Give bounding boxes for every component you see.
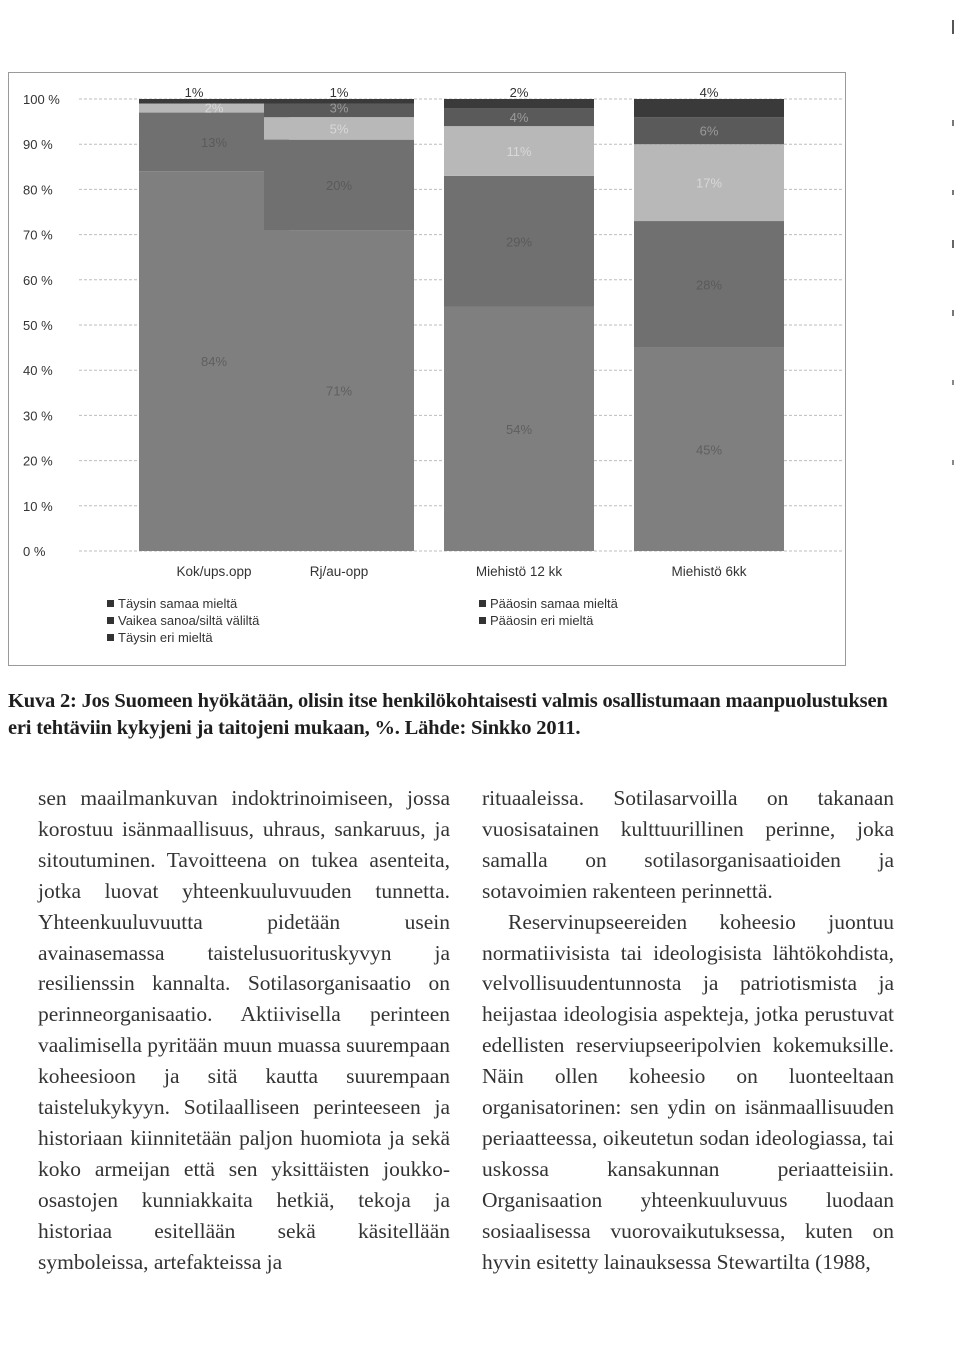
legend-swatch <box>479 617 486 624</box>
paragraph: sen maailmankuvan indoktrinoimiseen, jossa korostuu isänmaallisuus, uhraus, sankaruus, ja sitoutuminen. Tavoitteena on tukea asenteita, jotka luovat yhteenkuuluvuuden tunnetta. Yhteenkuuluvuutta pidetään usein avainasemassa taistelusuorituskyvyn ja resilienssin kannalta. Sotilasorganisaatio on perinneorganisaatio. Aktiivisella perinteen vaalimisella pyritään muun muassa suurempaan koheesioon ja sitä kautta suurempaan taistelukykyyn. Sotilaalliseen perinteeseen ja historiaan kiinnitetään paljon huomiota ja sekä koko armeijan että sen yksittäisten joukko-osastojen kunniakkaita hetkiä, tekoja ja historiaa esitellään sekä käsitellään symboleissa, artefakteissa ja <box>38 786 450 1274</box>
stacked-bar-chart <box>8 72 846 666</box>
y-tick-label: 90 % <box>23 137 53 153</box>
bar-segment <box>634 99 784 117</box>
data-label: 1% <box>184 85 204 100</box>
x-tick-label: Miehistö 6kk <box>671 564 747 579</box>
data-label: 4% <box>699 85 719 100</box>
data-label: 17% <box>695 175 723 191</box>
figure-caption: Kuva 2: Jos Suomeen hyökätään, olisin itse henkilökohtaisesti valmis osallistumaan maanpuolustuksen eri tehtäviin kykyjeni ja taitojeni mukaan, %. Lähde: Sinkko 2011. <box>8 690 888 739</box>
legend-swatch <box>479 600 486 607</box>
y-tick-label: 70 % <box>23 227 53 243</box>
data-label: 11% <box>506 143 532 159</box>
y-tick-label: 100 % <box>23 92 60 107</box>
data-label: 84% <box>200 354 228 370</box>
data-label: 54% <box>505 421 533 437</box>
y-tick-label: 10 % <box>23 498 53 514</box>
data-label: 6% <box>699 123 719 139</box>
legend-swatch <box>107 634 114 641</box>
data-label: 4% <box>509 110 529 126</box>
data-label: 28% <box>695 277 723 293</box>
paragraph: rituaaleissa. Sotilasarvoilla on takanaan vuosisatainen kulttuurillinen perinne, joka samalla on sotilasorganisaatioiden ja sotavoimien rakenteen perinnettä. <box>482 786 894 903</box>
y-tick-label: 0 % <box>23 544 46 559</box>
x-tick-label: Kok/ups.opp <box>176 564 252 579</box>
legend-entry: Vaikea sanoa/siltä väliltä <box>118 613 260 628</box>
y-tick-label: 20 % <box>23 453 53 469</box>
data-label: 2% <box>204 100 224 116</box>
legend-entry: Pääosin eri mieltä <box>490 613 594 628</box>
data-label: 20% <box>325 177 353 193</box>
data-label: 5% <box>329 121 349 137</box>
bar-segment <box>444 99 594 108</box>
y-tick-label: 40 % <box>23 363 53 379</box>
legend-entry: Pääosin samaa mieltä <box>490 596 618 611</box>
legend-entry: Täysin samaa mieltä <box>118 596 238 611</box>
data-label: 29% <box>505 234 533 250</box>
y-tick-label: 80 % <box>23 182 53 198</box>
legend-swatch <box>107 600 114 607</box>
x-tick-label: Rj/au-opp <box>309 564 369 579</box>
x-tick-label: Miehistö 12 kk <box>475 564 563 579</box>
left-text-column <box>38 783 450 1278</box>
y-tick-label: 50 % <box>23 318 53 333</box>
paragraph: Reservinupseereiden koheesio juontuu normatiivisista tai ideologisista lähtökohdista, velvollisuudentunnosta ja patriotismista ja heijastaa ideologisia aspekteja, jotka perustuvat edellisten reserviupseeripolvien kokemuksille. Näin ollen koheesio on luonteeltaan organisatorinen: sen ydin on isänmaallisuuden periaatteessa, oikeutetun sodan ideologiassa, tai uskossa kansakunnan periaatteisiin. Organisaation yhteenkuuluvuus luodaan sosiaalisessa vuorovaikutuksessa, kuten on hyvin esitetty lainauksessa Stewartilta (1988, <box>482 909 894 1274</box>
data-label: 3% <box>329 100 349 116</box>
y-tick-label: 30 % <box>23 408 53 424</box>
data-label: 13% <box>200 134 228 150</box>
scan-edge-marks <box>951 0 954 1367</box>
data-label: 2% <box>509 85 529 100</box>
y-tick-label: 60 % <box>23 272 53 288</box>
right-text-column <box>482 783 894 1278</box>
legend-entry: Täysin eri mieltä <box>118 630 213 645</box>
chart-canvas <box>9 73 845 665</box>
data-label: 71% <box>325 383 353 399</box>
data-label: 1% <box>329 85 349 100</box>
data-label: 45% <box>695 442 723 458</box>
legend-swatch <box>107 617 114 624</box>
